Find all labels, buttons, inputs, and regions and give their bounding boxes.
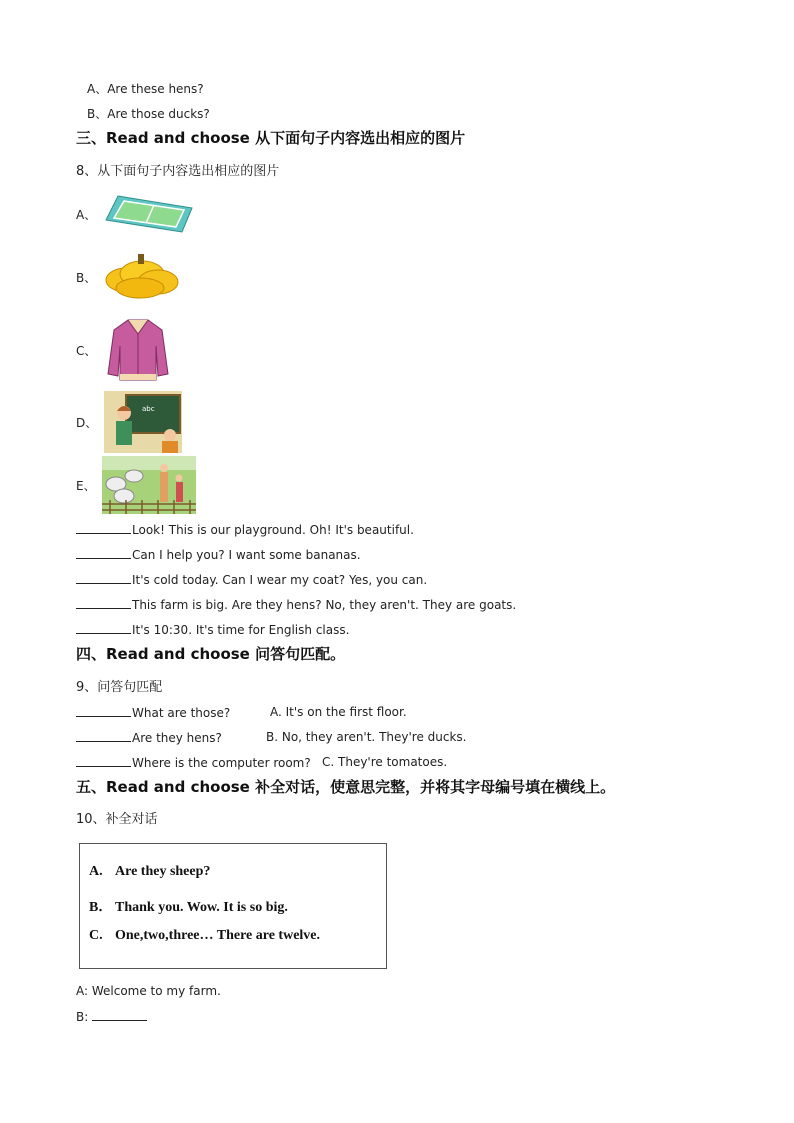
match-row [76,729,222,746]
option-letter: A、 [87,82,108,96]
picture-label-a: A、 [76,208,97,222]
farm-goats-icon [102,456,196,514]
dialogue-line-a: A: Welcome to my farm. [76,984,221,998]
option-letter: B、 [87,107,108,121]
match-answer: A. It's on the first floor. [270,705,407,719]
answer-blank[interactable] [76,729,131,742]
box-option-b [89,896,288,916]
board-text: abc [142,405,155,413]
match-question: Are they hens? [132,731,222,745]
answer-blank[interactable] [76,621,131,634]
match-answer: B. No, they aren't. They're ducks. [266,730,467,744]
speaker-label: B: [76,1010,89,1024]
picture-label-c: C、 [76,344,97,358]
match-question: What are those? [132,706,231,720]
box-option-letter: B． [89,900,113,915]
match-row [76,704,230,721]
answer-blank[interactable] [76,754,131,767]
option-text: Are those ducks? [107,107,210,121]
sentence-text: It's cold today. Can I wear my coat? Yes, you can. [132,573,428,587]
dialogue-line-b [76,1008,148,1025]
sentence-row [76,596,516,613]
answer-blank[interactable] [92,1008,147,1021]
section-4-heading: 四、Read and choose 问答句匹配。 [76,645,346,663]
question-10-title: 10、补全对话 [76,812,158,827]
box-option-text: Are they sheep? [115,864,211,879]
answer-blank[interactable] [76,571,131,584]
question-9-title: 9、问答句匹配 [76,680,163,695]
sentence-row [76,571,427,588]
picture-label-b: B、 [76,271,97,285]
answer-blank[interactable] [76,546,131,559]
box-option-text: One,two,three… There are twelve. [115,928,321,943]
section-5-heading: 五、Read and choose 补全对话，使意思完整，并将其字母编号填在横线上。 [76,778,616,796]
match-row [76,754,311,771]
sentence-row [76,546,361,563]
sentence-row [76,521,414,538]
options-box [79,843,387,969]
sentence-text: Can I help you? I want some bananas. [132,548,361,562]
bananas-icon [104,250,180,302]
coat-icon [104,316,172,384]
box-option-c [89,928,320,944]
question-8-title: 8、从下面句子内容选出相应的图片 [76,164,280,179]
answer-blank[interactable] [76,704,131,717]
box-option-letter: A. [89,864,103,879]
playground-court-icon [104,192,194,236]
box-option-a [89,864,210,880]
sentence-text: This farm is big. Are they hens? No, they aren't. They are goats. [132,598,517,612]
sentence-text: Look! This is our playground. Oh! It's beautiful. [132,523,414,537]
picture-label-d: D、 [76,416,98,430]
sentence-row [76,621,349,638]
match-answer: C. They're tomatoes. [322,755,448,769]
sentence-text: It's 10:30. It's time for English class. [132,623,350,637]
answer-blank[interactable] [76,596,131,609]
section-3-heading: 三、Read and choose 从下面句子内容选出相应的图片 [76,129,466,147]
answer-blank[interactable] [76,521,131,534]
box-option-text: Thank you. Wow. It is so big. [115,900,288,915]
option-a [87,81,204,97]
option-b [87,106,210,122]
option-text: Are these hens? [107,82,204,96]
picture-label-e: E、 [76,479,96,493]
match-question: Where is the computer room? [132,756,311,770]
classroom-teacher-icon [104,391,182,453]
box-option-letter: C. [89,928,103,943]
